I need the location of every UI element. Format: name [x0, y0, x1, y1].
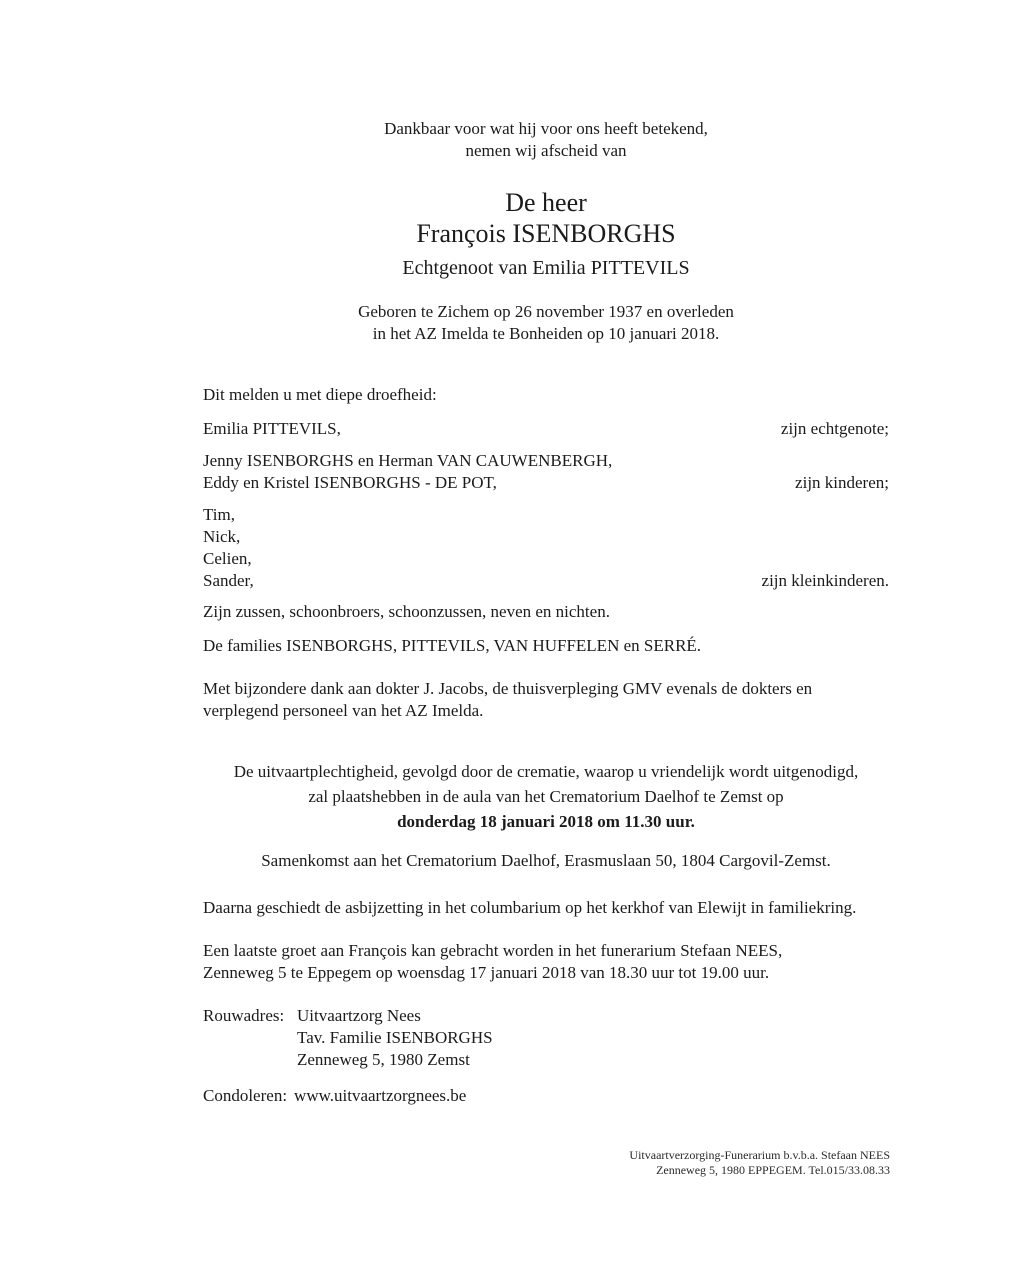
mourning-address-line: Uitvaartzorg Nees — [297, 1006, 421, 1025]
condolences-block — [203, 1085, 889, 1107]
life-dates-line-2: in het AZ Imelda te Bonheiden op 10 januari 2018. — [372, 324, 720, 343]
ceremony-block — [203, 759, 889, 834]
mourning-address-block — [203, 1005, 889, 1071]
relation-label-spouse: zijn echtgenote; — [780, 419, 889, 438]
relative-row-children — [203, 450, 889, 494]
condolences-url: www.uitvaartzorgnees.be — [294, 1086, 467, 1105]
relative-names — [203, 450, 612, 494]
life-dates-block — [203, 301, 889, 345]
footer-line-2: Zenneweg 5, 1980 EPPEGEM. Tel.015/33.08.33 — [656, 1163, 890, 1177]
deceased-title-prefix: De heer — [505, 188, 587, 217]
relative-name: Sander, — [203, 571, 254, 590]
extended-family-line: Zijn zussen, schoonbroers, schoonzussen, neven en nichten. — [203, 602, 610, 621]
announcement-line: Dit melden u met diepe droefheid: — [203, 385, 437, 404]
mourning-address-line: Zenneweg 5, 1980 Zemst — [297, 1050, 470, 1069]
intro-line-2: nemen wij afscheid van — [465, 141, 627, 160]
spouse-line: Echtgenoot van Emilia PITTEVILS — [402, 257, 690, 279]
intro-line-1: Dankbaar voor wat hij voor ons heeft betekend, — [384, 119, 708, 138]
life-dates-line-1: Geboren te Zichem op 26 november 1937 en overleden — [358, 302, 734, 321]
relative-name: Emilia PITTEVILS, — [203, 419, 341, 438]
ceremony-datetime: donderdag 18 januari 2018 om 11.30 uur. — [397, 812, 695, 831]
relative-row-spouse — [203, 418, 889, 440]
deceased-title-block — [203, 187, 889, 249]
condolences-label: Condoleren: — [203, 1086, 288, 1105]
visitation-line-1: Een laatste groet aan François kan gebracht worden in het funerarium Stefaan NEES, — [203, 941, 783, 960]
funeral-home-footer — [629, 1148, 890, 1178]
visitation-block — [203, 940, 889, 984]
interment-line: Daarna geschiedt de asbijzetting in het columbarium op het kerkhof van Elewijt in familiekring. — [203, 898, 857, 917]
gathering-line: Samenkomst aan het Crematorium Daelhof, Erasmuslaan 50, 1804 Cargovil-Zemst. — [261, 851, 831, 870]
mourning-address-line: Tav. Familie ISENBORGHS — [297, 1028, 493, 1047]
footer-line-1: Uitvaartverzorging-Funerarium b.v.b.a. Stefaan NEES — [629, 1148, 890, 1162]
relative-row-grandchildren — [203, 504, 889, 592]
relative-names — [203, 504, 254, 592]
deceased-name: François ISENBORGHS — [416, 219, 676, 248]
families-line: De families ISENBORGHS, PITTEVILS, VAN HUFFELEN en SERRÉ. — [203, 636, 702, 655]
intro-text — [203, 118, 889, 162]
relation-label-children: zijn kinderen; — [795, 473, 889, 492]
relative-name: Nick, — [203, 527, 241, 546]
ceremony-line-2: zal plaatshebben in de aula van het Crematorium Daelhof te Zemst op — [308, 787, 784, 806]
ceremony-line-1: De uitvaartplechtigheid, gevolgd door de crematie, waarop u vriendelijk wordt uitgenodigd, — [233, 762, 859, 781]
mourning-address-lines — [297, 1005, 493, 1071]
relation-label-grandchildren: zijn kleinkinderen. — [761, 571, 889, 590]
relative-names — [203, 418, 341, 440]
relative-name: Celien, — [203, 549, 252, 568]
relative-name: Eddy en Kristel ISENBORGHS - DE POT, — [203, 473, 497, 492]
relative-name: Tim, — [203, 505, 235, 524]
gratitude-paragraph: Met bijzondere dank aan dokter J. Jacobs, de thuisverpleging GMV evenals de dokters en verplegend personeel van het AZ Imelda. — [203, 679, 813, 720]
announcement-content — [203, 0, 889, 1280]
visitation-line-2: Zenneweg 5 te Eppegem op woensdag 17 januari 2018 van 18.30 uur tot 19.00 uur. — [203, 963, 770, 982]
mourning-address-label: Rouwadres: — [203, 1006, 285, 1025]
relative-name: Jenny ISENBORGHS en Herman VAN CAUWENBERGH, — [203, 451, 613, 470]
